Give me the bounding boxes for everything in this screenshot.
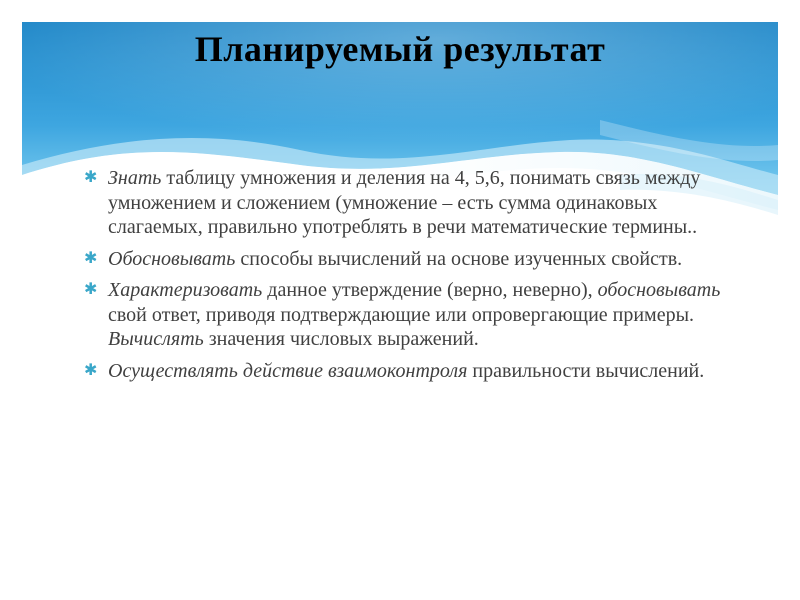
item-text: способы вычислений на основе изученных свойств.	[235, 247, 683, 270]
item-emphasis: Обосновывать	[108, 247, 236, 270]
list-item	[84, 359, 724, 384]
item-emphasis: обосновывать	[597, 279, 721, 301]
item-text: данное утверждение (верно, неверно),	[262, 279, 598, 301]
asterisk-bullet-icon: ✱	[84, 361, 98, 379]
item-text: правильности вычислений.	[467, 359, 705, 382]
item-text: свой ответ, приводя подтверждающие или опровергающие примеры.	[108, 303, 695, 326]
list-item	[84, 166, 724, 240]
item-text: таблицу умножения и деления на 4, 5,6, понимать связь между умножением и сложением (умножение – есть сумма одинаковых слагаемых, правильно употреблять в речи математические термины..	[108, 167, 701, 238]
list-item	[84, 247, 724, 272]
item-text: значения числовых выражений.	[203, 328, 479, 350]
bullet-list	[84, 166, 724, 390]
item-emphasis: Осуществлять действие взаимоконтроля	[108, 359, 468, 382]
asterisk-bullet-icon: ✱	[84, 281, 98, 298]
item-emphasis: Знать	[108, 167, 162, 189]
list-item	[84, 278, 724, 352]
asterisk-bullet-icon: ✱	[84, 169, 98, 186]
item-emphasis: Характеризовать	[108, 279, 263, 301]
slide-title: Планируемый результат	[194, 29, 606, 69]
item-emphasis: Вычислять	[108, 328, 204, 350]
asterisk-bullet-icon: ✱	[84, 249, 98, 267]
